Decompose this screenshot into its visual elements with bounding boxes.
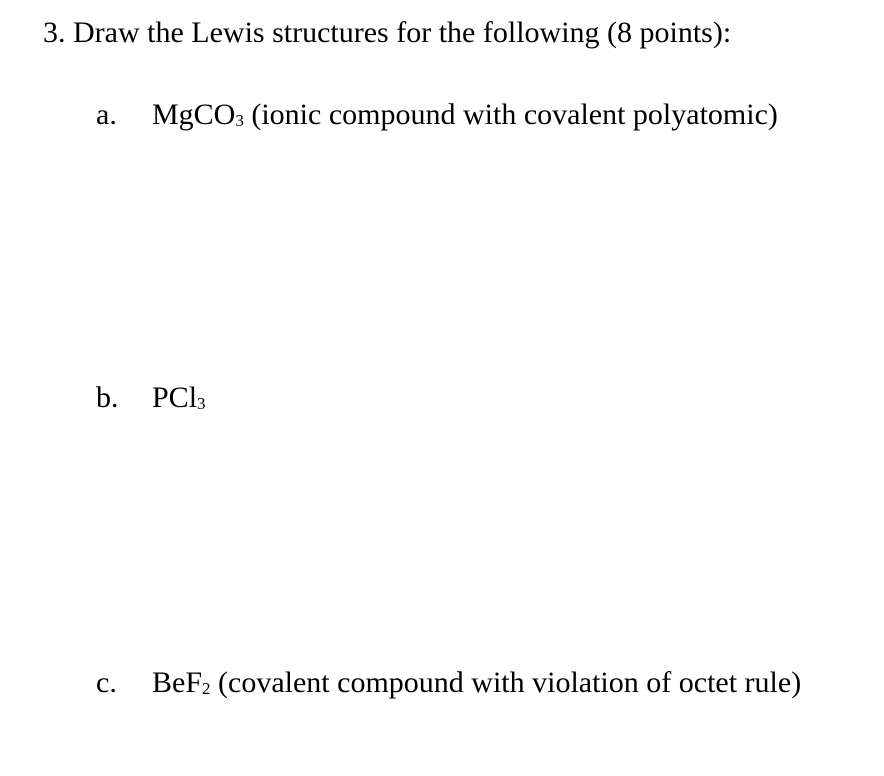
formula-subscript: 3 (235, 111, 244, 130)
formula-subscript: 3 (197, 394, 206, 413)
formula-base: BeF (152, 666, 203, 699)
formula-base: PCl (152, 381, 198, 414)
item-marker: b. (96, 381, 119, 414)
formula-subscript: 2 (202, 679, 211, 698)
question-title: 3. Draw the Lewis structures for the following (8 points): (43, 16, 732, 49)
question-item-a (96, 95, 778, 135)
item-description: (covalent compound with violation of octet rule) (210, 666, 802, 699)
question-item-c (96, 663, 801, 703)
item-marker: c. (96, 666, 117, 699)
item-marker: a. (96, 98, 117, 131)
formula-base: MgCO (152, 98, 236, 131)
question-item-b (96, 378, 206, 418)
item-description: (ionic compound with covalent polyatomic) (243, 98, 778, 131)
